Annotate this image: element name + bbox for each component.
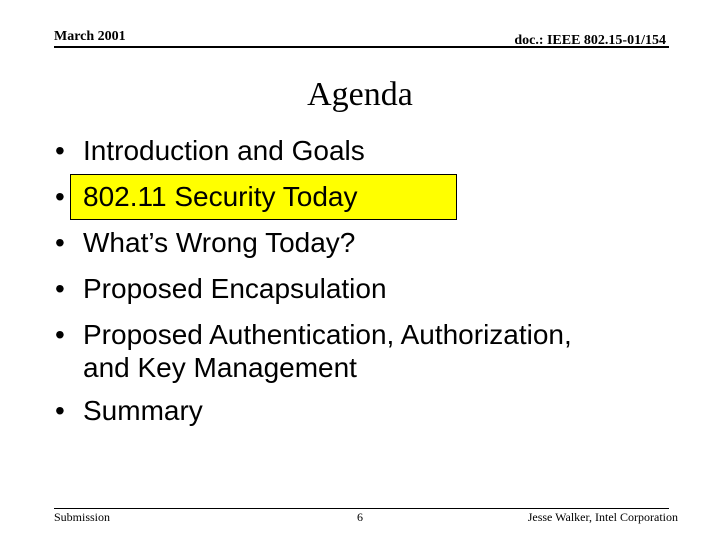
footer-page-number: 6 (357, 510, 363, 524)
agenda-item-introduction (50, 128, 690, 174)
footer-submission: Submission (54, 510, 111, 524)
agenda-item-continuation: and Key Management (83, 352, 357, 383)
bullet-icon: • (55, 395, 65, 426)
agenda-item-security-today (50, 174, 690, 220)
agenda-item-label: What’s Wrong Today? (83, 227, 356, 258)
bullet-icon: • (55, 319, 65, 350)
agenda-item-authentication (50, 312, 690, 386)
header-divider (54, 46, 669, 48)
agenda-item-summary (50, 388, 690, 434)
agenda-item-label: 802.11 Security Today (83, 181, 358, 212)
footer-author: Jesse Walker, Intel Corporation (527, 510, 678, 524)
agenda-item-encapsulation (50, 266, 690, 312)
bullet-icon: • (55, 227, 65, 258)
bullet-icon: • (55, 135, 65, 166)
slide-title: Agenda (307, 76, 413, 113)
agenda-item-label: Proposed Authentication, Authorization, (83, 319, 572, 350)
agenda-item-label: Proposed Encapsulation (83, 273, 387, 304)
header-doc-id: doc.: IEEE 802.15-01/154 (514, 33, 666, 48)
header-date: March 2001 (54, 29, 126, 44)
agenda-item-label: Summary (83, 395, 203, 426)
bullet-icon: • (55, 273, 65, 304)
bullet-icon: • (55, 181, 65, 212)
agenda-list (50, 128, 690, 434)
agenda-item-label: Introduction and Goals (83, 135, 365, 166)
footer-divider (54, 508, 669, 509)
agenda-item-whats-wrong (50, 220, 690, 266)
